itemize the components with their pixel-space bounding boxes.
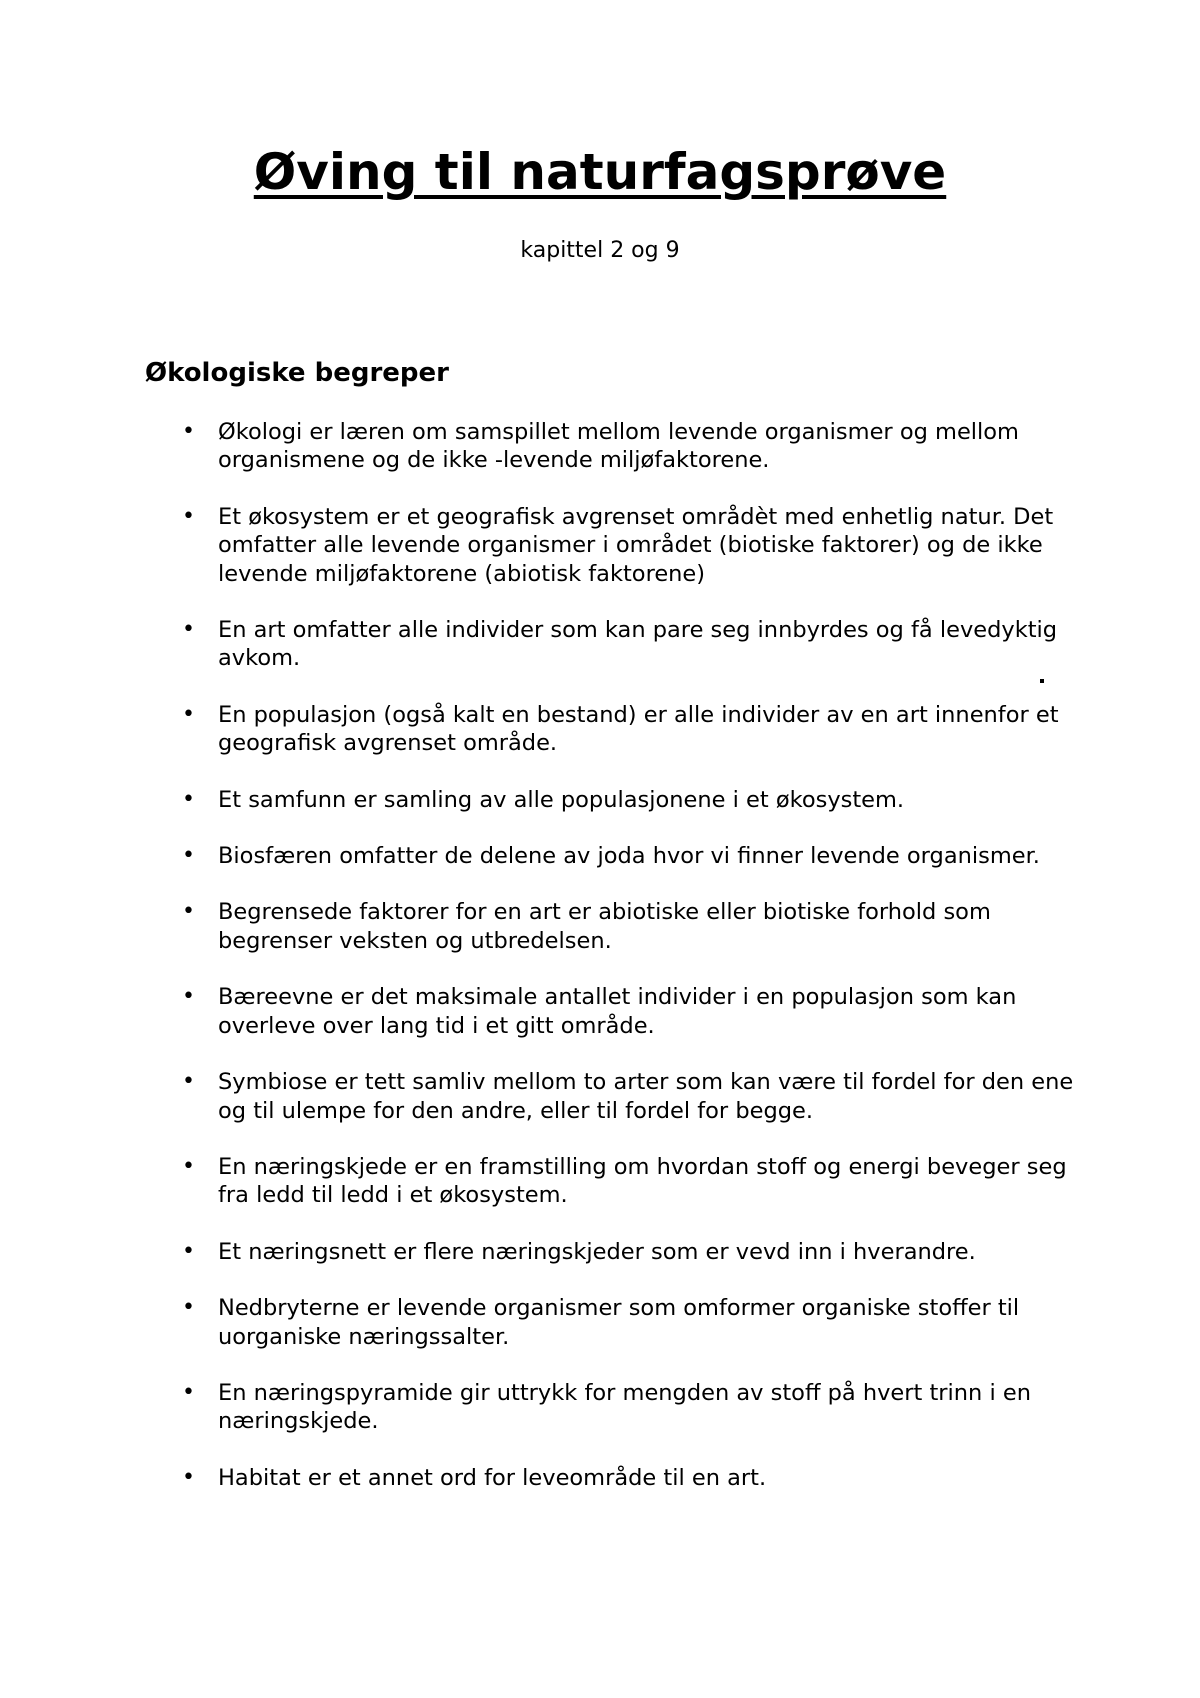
bullet-icon: • (182, 1464, 195, 1490)
bullet-icon: • (182, 503, 195, 529)
bullet-icon: • (182, 1295, 195, 1321)
list-item (182, 1379, 1098, 1436)
bullet-icon: • (182, 617, 195, 643)
list-item-text: En næringskjede er en framstilling om hvordan stoff og energi beveger seg fra ledd til ledd i et økosystem. (218, 1153, 1067, 1209)
list-item (182, 842, 1098, 870)
list-item (182, 701, 1098, 758)
list-item-text: Bæreevne er det maksimale antallet individer i en populasjon som kan overleve over lang tid i et gitt område. (218, 984, 1017, 1039)
list-item (182, 983, 1098, 1040)
document-title: Øving til naturfagsprøve (253, 143, 947, 201)
list-item-text: Habitat er et annet ord for leveområde til en art. (218, 1464, 767, 1491)
bullet-icon: • (182, 1153, 195, 1179)
list-item (182, 1153, 1098, 1210)
bullet-icon: • (182, 786, 195, 812)
list-item-text: Et samfunn er samling av alle populasjonene i et økosystem. (218, 786, 905, 813)
list-item (182, 786, 1098, 814)
list-item (182, 898, 1098, 955)
list-item-text: En populasjon (også kalt en bestand) er alle individer av en art innenfor et geografisk avgrenset område. (218, 701, 1059, 757)
bullet-icon: • (182, 1069, 195, 1095)
list-item (182, 1464, 1098, 1492)
list-item (182, 1068, 1098, 1125)
bullet-icon: • (182, 899, 195, 925)
list-item-text: Økologi er læren om samspillet mellom levende organismer og mellom organismene og de ikke -levende miljøfaktorene. (218, 419, 1019, 474)
list-item-text: Begrensede faktorer for en art er abiotiske eller biotiske forhold som begrenser veksten og utbredelsen. (218, 899, 991, 954)
list-item (182, 503, 1098, 588)
list-item (182, 1238, 1098, 1266)
list-item-text: Biosfæren omfatter de delene av joda hvor vi finner levende organismer. (218, 843, 1040, 870)
bullet-icon: • (182, 1238, 195, 1264)
list-item (182, 616, 1098, 673)
bullet-icon: • (182, 1379, 195, 1405)
list-item (182, 418, 1098, 475)
bullet-icon: • (182, 701, 195, 727)
bullet-icon: • (182, 419, 195, 444)
list-item-text: Nedbryterne er levende organismer som omformer organiske stoffer til uorganiske næringssalter. (218, 1295, 1020, 1350)
bullet-icon: • (182, 843, 195, 869)
list-item-text: Et økosystem er et geografisk avgrenset områdèt med enhetlig natur. Det omfatter alle levende organismer i området (biotiske faktorer) og de ikke levende miljøfaktorene (abiotisk faktorene) (218, 503, 1054, 587)
document-subtitle: kapittel 2 og 9 (520, 238, 680, 263)
list-item-text: En næringspyramide gir uttrykk for mengden av stoff på hvert trinn i en næringskjede. (218, 1379, 1031, 1435)
list-item-text: En art omfatter alle individer som kan pare seg innbyrdes og få levedyktig avkom. (218, 617, 1058, 672)
section-heading: Økologiske begreper (145, 358, 449, 388)
bullet-icon: • (182, 984, 195, 1010)
list-item (182, 1294, 1098, 1351)
list-item-text: Symbiose er tett samliv mellom to arter som kan være til fordel for den ene og til ulempe for den andre, eller til fordel for begge. (218, 1069, 1074, 1124)
stray-dot (1040, 679, 1044, 683)
term-list (182, 418, 1098, 1520)
list-item-text: Et næringsnett er flere næringskjeder som er vevd inn i hverandre. (218, 1238, 976, 1265)
